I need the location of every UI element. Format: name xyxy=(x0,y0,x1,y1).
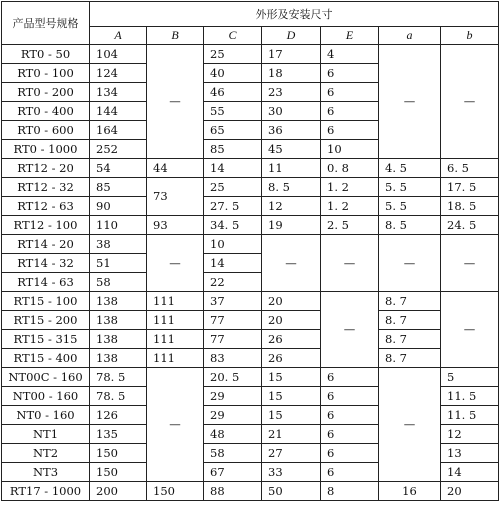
cell-b: 14 xyxy=(441,463,499,482)
cell-b: 6. 5 xyxy=(441,159,499,178)
cell-A: 126 xyxy=(90,406,147,425)
cell-E: 6 xyxy=(321,425,379,444)
cell-C: 65 xyxy=(204,121,262,140)
model-cell: RT15 - 315 xyxy=(2,330,90,349)
model-cell: RT17 - 1000 xyxy=(2,482,90,501)
cell-A: 104 xyxy=(90,45,147,64)
cell-b: 24. 5 xyxy=(441,216,499,235)
cell-C: 48 xyxy=(204,425,262,444)
dash-cell: — xyxy=(321,292,379,368)
cell-C: 27. 5 xyxy=(204,197,262,216)
cell-D: 27 xyxy=(262,444,321,463)
cell-D: 36 xyxy=(262,121,321,140)
table-row xyxy=(2,159,499,178)
cell-A: 150 xyxy=(90,444,147,463)
model-cell: NT1 xyxy=(2,425,90,444)
table-row xyxy=(2,349,499,368)
column-header-D: D xyxy=(262,27,321,45)
cell-a: 8. 7 xyxy=(379,311,441,330)
cell-A: 138 xyxy=(90,349,147,368)
cell-E: 1. 2 xyxy=(321,178,379,197)
cell-b: 18. 5 xyxy=(441,197,499,216)
column-header-B: B xyxy=(147,27,204,45)
cell-D: 15 xyxy=(262,406,321,425)
dash-cell: — xyxy=(379,235,441,292)
cell-C: 20. 5 xyxy=(204,368,262,387)
cell-C: 67 xyxy=(204,463,262,482)
cell-C: 88 xyxy=(204,482,262,501)
dash-cell: — xyxy=(147,45,204,159)
cell-E: 6 xyxy=(321,102,379,121)
cell-A: 164 xyxy=(90,121,147,140)
cell-A: 54 xyxy=(90,159,147,178)
cell-a: 5. 5 xyxy=(379,197,441,216)
model-cell: RT0 - 50 xyxy=(2,45,90,64)
model-cell: RT14 - 63 xyxy=(2,273,90,292)
cell-B: 111 xyxy=(147,292,204,311)
model-cell: NT2 xyxy=(2,444,90,463)
cell-C: 77 xyxy=(204,311,262,330)
cell-B: 44 xyxy=(147,159,204,178)
dash-cell: — xyxy=(441,292,499,368)
cell-D: 30 xyxy=(262,102,321,121)
table-row xyxy=(2,197,499,216)
cell-a: 8. 7 xyxy=(379,330,441,349)
model-cell: RT0 - 1000 xyxy=(2,140,90,159)
cell-B: 111 xyxy=(147,330,204,349)
cell-E: 2. 5 xyxy=(321,216,379,235)
specification-table-page xyxy=(1,1,498,505)
dash-cell: — xyxy=(147,235,204,292)
cell-A: 90 xyxy=(90,197,147,216)
cell-a: 16 xyxy=(379,482,441,501)
cell-a: 8. 5 xyxy=(379,216,441,235)
dash-cell: — xyxy=(441,45,499,159)
cell-C: 46 xyxy=(204,83,262,102)
cell-A: 134 xyxy=(90,83,147,102)
table-row xyxy=(2,45,499,64)
table-row xyxy=(2,368,499,387)
cell-C: 83 xyxy=(204,349,262,368)
model-cell: NT00 - 160 xyxy=(2,387,90,406)
cell-C: 14 xyxy=(204,159,262,178)
cell-C: 29 xyxy=(204,387,262,406)
model-column-header: 产品型号规格 xyxy=(2,2,90,45)
dash-cell: — xyxy=(321,235,379,292)
dimension-table xyxy=(1,1,499,501)
cell-C: 40 xyxy=(204,64,262,83)
cell-E: 6 xyxy=(321,368,379,387)
table-row xyxy=(2,292,499,311)
cell-b: 11. 5 xyxy=(441,406,499,425)
dash-cell: — xyxy=(147,368,204,482)
cell-A: 138 xyxy=(90,330,147,349)
cell-D: 20 xyxy=(262,311,321,330)
cell-C: 14 xyxy=(204,254,262,273)
cell-E: 1. 2 xyxy=(321,197,379,216)
cell-C: 25 xyxy=(204,45,262,64)
dash-cell: — xyxy=(379,45,441,159)
cell-A: 110 xyxy=(90,216,147,235)
model-cell: NT3 xyxy=(2,463,90,482)
cell-a: 5. 5 xyxy=(379,178,441,197)
cell-b: 12 xyxy=(441,425,499,444)
cell-E: 6 xyxy=(321,121,379,140)
column-header-A: A xyxy=(90,27,147,45)
column-header-C: C xyxy=(204,27,262,45)
model-cell: RT0 - 600 xyxy=(2,121,90,140)
cell-D: 11 xyxy=(262,159,321,178)
model-cell: RT14 - 32 xyxy=(2,254,90,273)
cell-E: 8 xyxy=(321,482,379,501)
cell-D: 19 xyxy=(262,216,321,235)
table-row xyxy=(2,330,499,349)
cell-D: 20 xyxy=(262,292,321,311)
dash-cell: — xyxy=(379,368,441,482)
header-row xyxy=(2,2,499,27)
cell-D: 50 xyxy=(262,482,321,501)
cell-C: 37 xyxy=(204,292,262,311)
cell-A: 138 xyxy=(90,311,147,330)
cell-b: 13 xyxy=(441,444,499,463)
column-header-a: a xyxy=(379,27,441,45)
cell-D: 26 xyxy=(262,330,321,349)
model-cell: RT12 - 100 xyxy=(2,216,90,235)
cell-A: 144 xyxy=(90,102,147,121)
cell-a: 8. 7 xyxy=(379,292,441,311)
column-header-E: E xyxy=(321,27,379,45)
cell-D: 17 xyxy=(262,45,321,64)
table-row xyxy=(2,216,499,235)
model-cell: RT0 - 400 xyxy=(2,102,90,121)
cell-C: 34. 5 xyxy=(204,216,262,235)
cell-A: 78. 5 xyxy=(90,368,147,387)
cell-E: 6 xyxy=(321,406,379,425)
cell-E: 6 xyxy=(321,463,379,482)
model-cell: RT0 - 200 xyxy=(2,83,90,102)
cell-D: 26 xyxy=(262,349,321,368)
cell-b: 20 xyxy=(441,482,499,501)
cell-B: 150 xyxy=(147,482,204,501)
cell-E: 6 xyxy=(321,444,379,463)
cell-b: 11. 5 xyxy=(441,387,499,406)
cell-D: 8. 5 xyxy=(262,178,321,197)
cell-B: 73 xyxy=(147,178,204,216)
cell-E: 6 xyxy=(321,83,379,102)
cell-E: 6 xyxy=(321,387,379,406)
cell-D: 33 xyxy=(262,463,321,482)
cell-b: 5 xyxy=(441,368,499,387)
cell-B: 111 xyxy=(147,349,204,368)
cell-D: 21 xyxy=(262,425,321,444)
cell-C: 25 xyxy=(204,178,262,197)
table-row xyxy=(2,178,499,197)
cell-A: 78. 5 xyxy=(90,387,147,406)
model-cell: RT15 - 100 xyxy=(2,292,90,311)
dimensions-group-header: 外形及安装尺寸 xyxy=(90,2,499,27)
cell-D: 18 xyxy=(262,64,321,83)
cell-C: 29 xyxy=(204,406,262,425)
cell-A: 135 xyxy=(90,425,147,444)
cell-C: 58 xyxy=(204,444,262,463)
cell-a: 8. 7 xyxy=(379,349,441,368)
cell-A: 58 xyxy=(90,273,147,292)
cell-C: 85 xyxy=(204,140,262,159)
model-cell: RT12 - 32 xyxy=(2,178,90,197)
cell-D: 23 xyxy=(262,83,321,102)
cell-E: 6 xyxy=(321,64,379,83)
cell-A: 252 xyxy=(90,140,147,159)
cell-C: 22 xyxy=(204,273,262,292)
cell-E: 10 xyxy=(321,140,379,159)
cell-E: 4 xyxy=(321,45,379,64)
cell-a: 4. 5 xyxy=(379,159,441,178)
cell-D: 12 xyxy=(262,197,321,216)
cell-A: 38 xyxy=(90,235,147,254)
column-header-b: b xyxy=(441,27,499,45)
table-row xyxy=(2,311,499,330)
model-cell: RT14 - 20 xyxy=(2,235,90,254)
dash-cell: — xyxy=(262,235,321,292)
cell-A: 124 xyxy=(90,64,147,83)
model-cell: RT15 - 200 xyxy=(2,311,90,330)
model-cell: RT12 - 63 xyxy=(2,197,90,216)
cell-B: 93 xyxy=(147,216,204,235)
cell-A: 51 xyxy=(90,254,147,273)
cell-D: 45 xyxy=(262,140,321,159)
cell-D: 15 xyxy=(262,368,321,387)
model-cell: RT15 - 400 xyxy=(2,349,90,368)
model-cell: RT0 - 100 xyxy=(2,64,90,83)
table-row xyxy=(2,482,499,501)
model-cell: RT12 - 20 xyxy=(2,159,90,178)
model-cell: NT0 - 160 xyxy=(2,406,90,425)
cell-A: 138 xyxy=(90,292,147,311)
cell-B: 111 xyxy=(147,311,204,330)
cell-b: 17. 5 xyxy=(441,178,499,197)
cell-D: 15 xyxy=(262,387,321,406)
cell-C: 10 xyxy=(204,235,262,254)
cell-A: 200 xyxy=(90,482,147,501)
dash-cell: — xyxy=(441,235,499,292)
cell-C: 55 xyxy=(204,102,262,121)
table-row xyxy=(2,235,499,254)
model-cell: NT00C - 160 xyxy=(2,368,90,387)
cell-A: 150 xyxy=(90,463,147,482)
cell-C: 77 xyxy=(204,330,262,349)
cell-E: 0. 8 xyxy=(321,159,379,178)
cell-A: 85 xyxy=(90,178,147,197)
